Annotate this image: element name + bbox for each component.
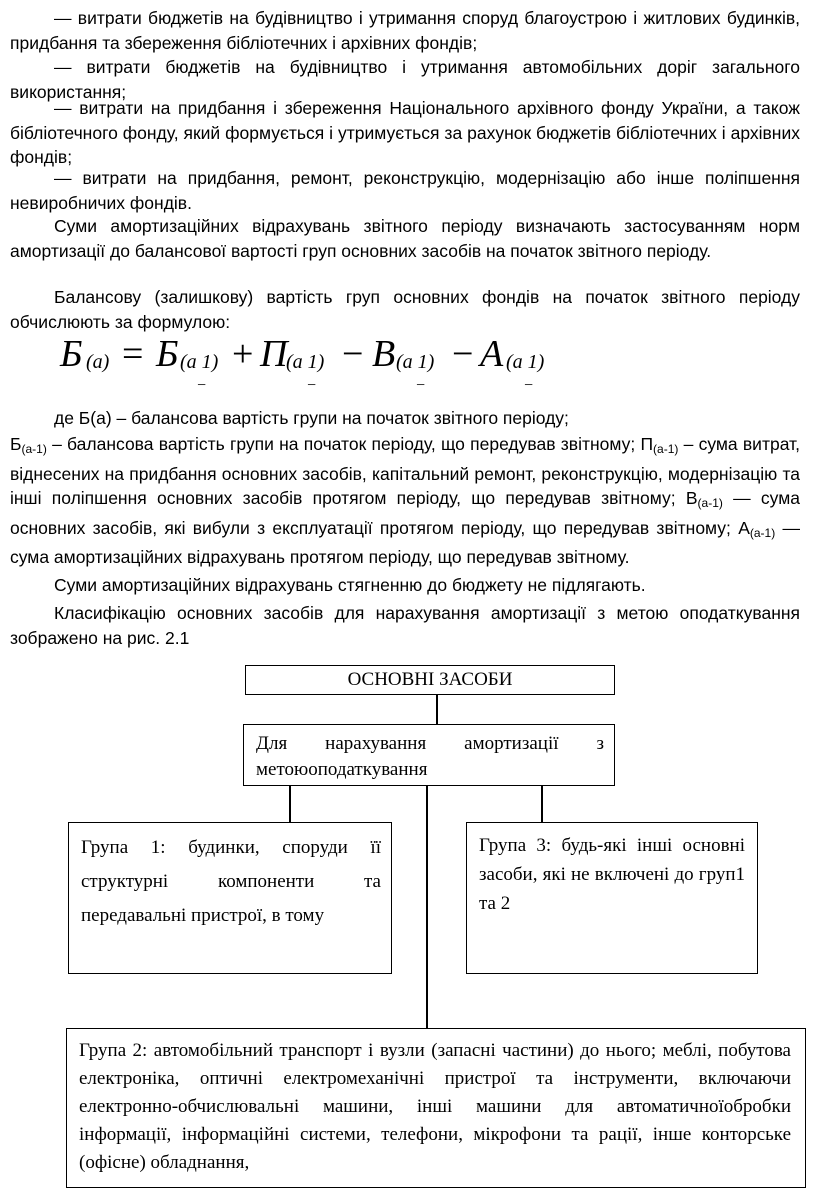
def-p-symbol: П xyxy=(640,434,654,454)
formula-term-b: Б xyxy=(156,333,179,375)
formula-equals: = xyxy=(122,333,144,375)
connector-purpose-group2 xyxy=(426,785,428,1029)
def-p-sub: (а-1) xyxy=(653,442,679,456)
purpose-box xyxy=(243,724,615,786)
formula-under-minus-4: − xyxy=(524,377,534,394)
group3-label: Група 3: будь-які інші основні засоби, які не включені до груп1 та 2 xyxy=(479,835,745,914)
root-label: ОСНОВНІ ЗАСОБИ xyxy=(347,669,513,690)
formula-lhs-sub: (a) xyxy=(86,351,110,373)
formula-lhs: Б xyxy=(60,333,83,375)
formula-term-v-sub: (a 1) xyxy=(396,351,435,373)
def-v-symbol: В xyxy=(685,488,698,508)
formula-term-p-sub: (a 1) xyxy=(286,351,325,373)
formula-under-minus-3: − xyxy=(416,377,426,394)
formula-term-v: В xyxy=(372,333,396,375)
paragraph-budget: Суми амортизаційних відрахувань стягненню до бюджету не підлягають. xyxy=(54,575,646,595)
purpose-label: Для нарахування амортизації з метоюоподаткування xyxy=(256,733,604,780)
def-a-symbol: А xyxy=(738,517,750,538)
group2-label: Група 2: автомобільний транспорт і вузли (запасні частини) до нього; меблі, побутова електроніка, оптичні електромеханічні пристрої та інструменти, включаючи електронно-обчислювальні машини, інші машини для автоматичноїобробки інформації, інформаційні системи, телефони, мікрофони та рації, інше конторське (офісне) обладнання, xyxy=(79,1040,791,1173)
group1-box xyxy=(68,822,392,974)
group2-box xyxy=(66,1028,806,1188)
paragraph-amortization: Суми амортизаційних відрахувань звітного періоду визначають застосуванням норм амортизації до балансової вартості груп основних засобів на початок звітного періоду. xyxy=(10,216,800,261)
group1-label: Група 1: будинки, споруди її структурні компоненти та передавальні пристрої, в тому xyxy=(81,837,381,926)
def-a-sub: (а-1) xyxy=(749,525,776,540)
paragraph-balance-formula: Балансову (залишкову) вартість груп основних фондів на початок звітного періоду обчислюють за формулою: xyxy=(10,287,800,332)
formula-term-a-sub: (a 1) xyxy=(506,351,545,373)
definition-b-a: де Б(а) – балансова вартість групи на початок звітного періоду; xyxy=(54,408,569,428)
def-p-text: – сума витрат, віднесених на придбання основних засобів, капітальний ремонт, реконструкцію, модернізацію та інші поліпшення основних засобів протягом періоду, що передував звітному; xyxy=(10,434,800,508)
formula-minus-1: − xyxy=(342,333,364,375)
formula-term-p: П xyxy=(260,333,288,375)
connector-purpose-group3 xyxy=(541,785,543,823)
connector-purpose-group1 xyxy=(289,785,291,823)
def-b-text: – балансова вартість групи на початок періоду, що передував звітному; xyxy=(46,434,641,454)
def-b-symbol: Б xyxy=(10,434,22,454)
paragraph-classification: Класифікацію основних засобів для нарахування амортизації з метою оподаткування зображено на рис. 2.1 xyxy=(10,603,800,648)
balance-formula xyxy=(60,330,620,392)
def-a-text: — сума амортизаційних відрахувань протягом періоду, що передував звітному. xyxy=(10,517,801,567)
formula-under-minus-1: − xyxy=(197,377,207,394)
def-v-text: — сума основних засобів, які вибули з експлуатації протягом періоду, що передував звітному; xyxy=(10,488,801,538)
bullet-2: — витрати бюджетів на будівництво і утримання автомобільних доріг загального використання; xyxy=(10,57,800,102)
formula-term-b-sub: (a 1) xyxy=(180,351,219,373)
root-box xyxy=(245,665,615,695)
connector-root-purpose xyxy=(436,694,438,726)
group3-box xyxy=(466,822,758,974)
definitions-paragraph xyxy=(10,432,800,570)
formula-minus-2: − xyxy=(452,333,474,375)
bullet-1: — витрати бюджетів на будівництво і утримання споруд благоустрою і житлових будинків, придбання та збереження бібліотечних і архівних фондів; xyxy=(10,8,800,53)
def-b-sub: (а-1) xyxy=(21,442,47,456)
def-v-sub: (а-1) xyxy=(697,496,723,510)
bullet-4: — витрати на придбання, ремонт, реконструкцію, модернізацію або інше поліпшення невиробничих фондів. xyxy=(10,168,800,213)
formula-plus: + xyxy=(232,333,254,375)
formula-term-a: А xyxy=(480,333,504,375)
bullet-3: — витрати на придбання і збереження Національного архівного фонду України, а також бібліотечного фонду, який формується і утримується за рахунок бюджетів бібліотечних і архівних фондів; xyxy=(10,98,800,167)
formula-under-minus-2: − xyxy=(307,377,317,394)
